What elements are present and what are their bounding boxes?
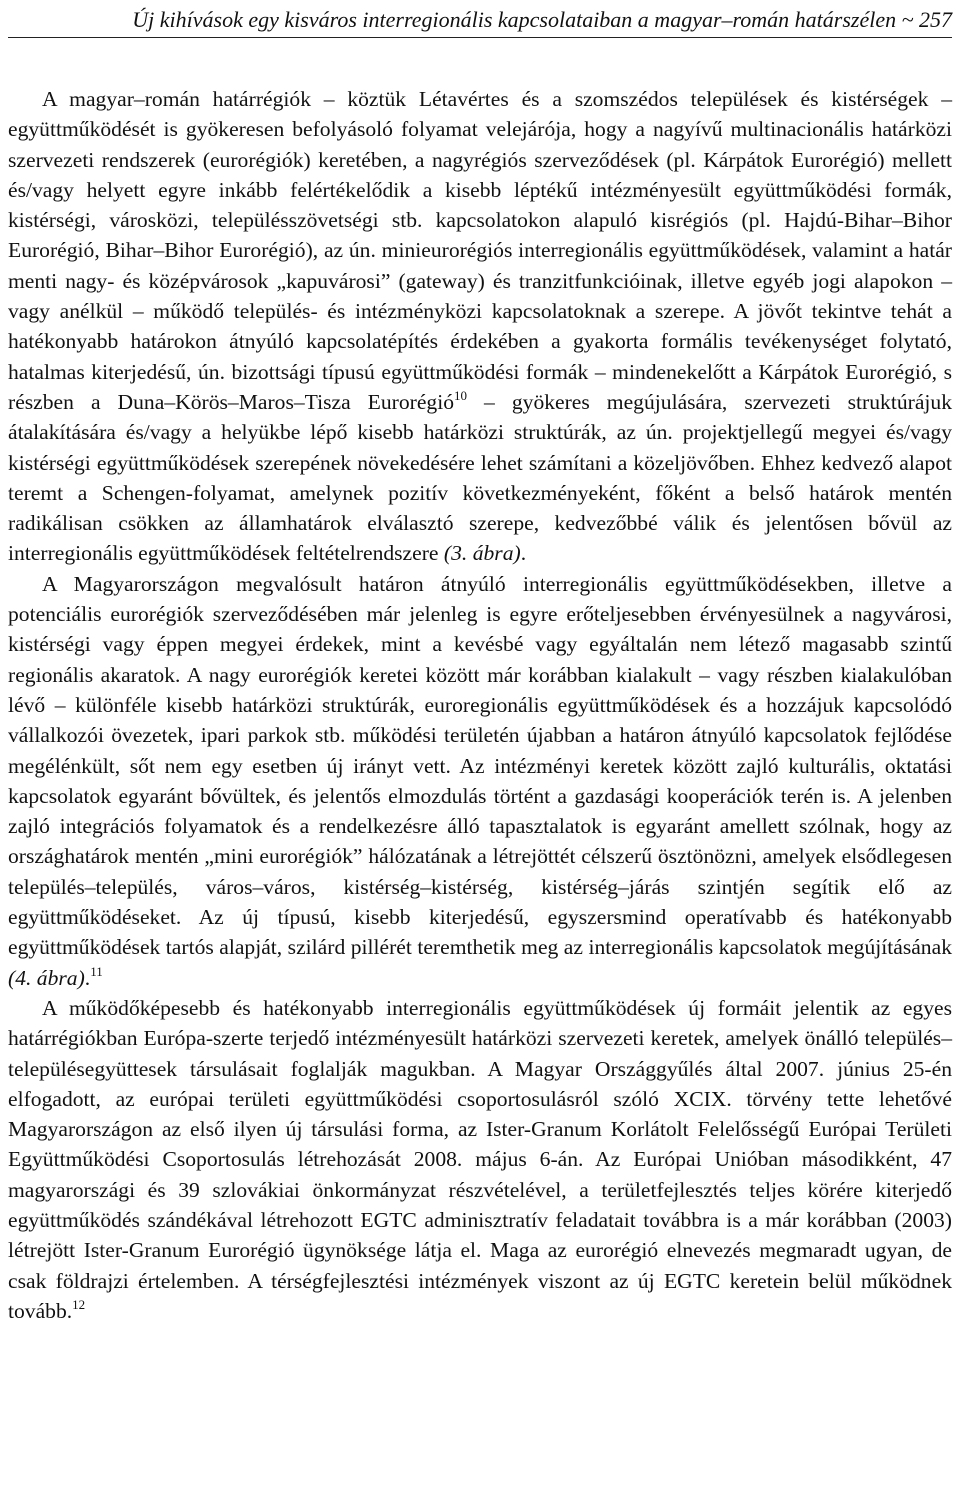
header-separator: ~ bbox=[901, 7, 914, 32]
paragraph-3-text: A működőképesebb és hatékonyabb interregionális együttműködések új formáit jelentik az egyes határrégiókban Európa-szerte terjedő intézményesült határközi szervezeti keretek, amelyek önálló település–településegyüttesek társulásait foglalják magukban. A Magyar Országgyűlés által 2007. június 25-én elfogadott, az európai területi együttműködési csoportosulásról szóló XCIX. törvény tette lehetővé Magyarországon az első ilyen új társulási forma, az Ister-Granum Korlátolt Felelősségű Európai Területi Együttműködési Csoportosulás létrehozását 2008. május 6-án. Az Európai Unióban másodikként, 47 magyarországi és 39 szlovákiai önkormányzat részvételével, a területfejlesztés teljes körére kiterjedő együttműködés szándékával létrehozott EGTC adminisztratív feladatait továbbra is a már korábban (2003) létrejött Ister-Granum Eurorégió ügynöksége látja el. Maga az eurorégió elnevezés megmaradt ugyan, de csak földrajzi értelemben. A térségfejlesztési intézmények viszont az új EGTC keretein belül működnek tovább. bbox=[8, 995, 952, 1323]
figure-ref-4[interactable]: (4. ábra) bbox=[8, 965, 85, 990]
paragraph-1 bbox=[8, 84, 952, 569]
paragraph-2-end: . bbox=[84, 965, 91, 990]
page-number: 257 bbox=[919, 7, 952, 32]
paragraph-1-text: A magyar–román határrégiók – köztük Létavértes és a szomszédos települések és kistérségek – együttműködését is gyökeresen befolyásoló folyamat velejárója, hogy a nagyívű multinacionális határközi szervezeti rendszerek (eurorégiók) keretében, a nagyrégiós szerveződések (pl. Kárpátok Eurorégió) mellett és/vagy helyett egyre inkább felértékelődik a kisebb léptékű intézményesült együttműködési formák, kistérségi, városközi, településszövetségi stb. kapcsolatokon alapuló kisrégiós (pl. Hajdú-Bihar–Bihor Eurorégió, Bihar–Bihor Eurorégió), az ún. minieurorégiós interregionális együttműködések, valamint a határ menti nagy- és középvárosok „kapuvárosi” (gateway) és tranzitfunkcióinak, illetve egyéb jogi alapokon – vagy anélkül – működő település- és intézményközi kapcsolatoknak a szerepe. A jövőt tekintve tehát a hatékonyabb határokon átnyúló kapcsolatépítés érdekében a gyakorta formális tevékenységet folytató, hatalmas kiterjedésű, ún. bizottsági típusú együttműködési formák – mindenekelőtt a Kárpátok Eurorégió, s részben a Duna–Körös–Maros–Tisza Eurorégió bbox=[8, 87, 952, 414]
running-header bbox=[8, 6, 952, 38]
paragraph-1-text-cont: – gyökeres megújulására, szervezeti struktúrájuk átalakítására és/vagy a helyükbe lépő kisebb határközi struktúrák, az ún. projektjellegű megyei és/vagy kistérségi együttműködések szerepének növekedésére lehet számítani a közeljövőben. Ehhez kedvező alapot teremt a Schengen-folyamat, amelynek pozitív következményeként, főként a belső határok mentén radikálisan csökken az államhatárok elválasztó szerepe, kedvezőbbé válik és jelentősen bővül az interregionális együttműködések feltételrendszere bbox=[8, 389, 952, 566]
body-text bbox=[8, 84, 952, 1326]
paragraph-2-text: A Magyarországon megvalósult határon átnyúló interregionális együttműködésekben, illetve a potenciális eurorégiók szerveződésében már jelenleg is egyre erőteljesebben érvényesülnek a nagyvárosi, kistérségi vagy éppen megyei érdekek, mint a kevésbé vagy egyáltalán nem létező magasabb szintű regionális akaratok. A nagy eurorégiók keretei között már korábban kialakult – vagy részben kialakulóban lévő – különféle kisebb határközi struktúrák, euroregionális együttműködések és a hozzájuk kapcsolódó vállalkozói övezetek, ipari parkok stb. működési területén újabban a határon átnyúló kapcsolatok fejlődése megélénkült, sőt nem egy esetben új irányt vett. Az intézményi keretek között zajló kulturális, oktatási kapcsolatok egyaránt bővültek, és jelentős elmozdulás történt a gazdasági kooperációk terén is. A jelenben zajló integrációs folyamatok és a rendelkezésre álló tapasztalatok is egyaránt amellett szólnak, hogy az országhatárok mentén „mini eurorégiók” hálózatának a létrejöttét célszerű ösztönözni, amelyek elsődlegesen település–település, város–város, kistérség–kistérség, kistérség–járás szintjén segítik elő az együttműködéseket. Az új típusú, kisebb kiterjedésű, egyszersmind operatívabb és hatékonyabb együttműködések tartós alapját, szilárd pillérét teremthetik meg az interregionális kapcsolatok megújításának bbox=[8, 571, 952, 960]
paragraph-2 bbox=[8, 569, 952, 993]
paragraph-3 bbox=[8, 993, 952, 1326]
figure-ref-3[interactable]: (3. ábra) bbox=[443, 541, 521, 566]
footnote-mark-12[interactable]: 12 bbox=[72, 1296, 86, 1312]
footnote-mark-10[interactable]: 10 bbox=[454, 387, 468, 403]
footnote-mark-11[interactable]: 11 bbox=[90, 963, 103, 979]
paragraph-1-end: . bbox=[520, 541, 527, 566]
running-title: Új kihívások egy kisváros interregionális kapcsolataiban a magyar–román határszélen bbox=[132, 7, 897, 32]
